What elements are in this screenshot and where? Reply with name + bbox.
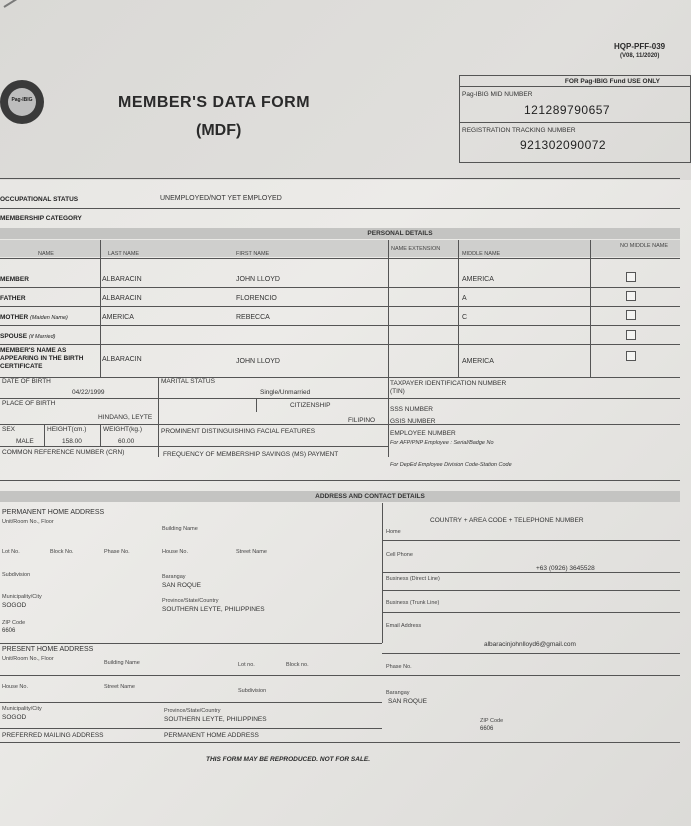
birthcert-first-name: JOHN LLOYD — [236, 358, 280, 365]
address-title: ADDRESS AND CONTACT DETAILS — [315, 493, 425, 500]
present-municipality-label: Municipality/City — [2, 706, 42, 712]
barangay-label: Barangay — [162, 574, 186, 580]
rtn-label: REGISTRATION TRACKING NUMBER — [462, 127, 576, 134]
member-middle-name: AMERICA — [462, 276, 494, 283]
mother-no-middle-checkbox[interactable] — [626, 310, 636, 320]
divider — [44, 424, 45, 446]
afp-pnp-label: For AFP/PNP Employee : Serial/Badge No — [390, 440, 494, 446]
present-municipality-value: SOGOD — [2, 714, 27, 721]
divider — [458, 240, 459, 377]
zip-value: 6606 — [2, 628, 16, 634]
col-first-name: FIRST NAME — [236, 251, 270, 257]
weight-label: WEIGHT(kg.) — [103, 426, 142, 433]
present-subdivision-label: Subdivision — [238, 688, 267, 694]
mailing-address-value: PERMANENT HOME ADDRESS — [164, 732, 259, 739]
zip-label: ZIP Code — [2, 620, 26, 626]
home-phone-label: Home — [386, 529, 401, 535]
footer-note: THIS FORM MAY BE REPRODUCED. NOT FOR SALE. — [206, 756, 371, 763]
mother-middle-name: C — [462, 314, 468, 321]
present-province-value: SOUTHERN LEYTE, PHILIPPINES — [164, 716, 267, 723]
occupational-status-value: UNEMPLOYED/NOT YET EMPLOYED — [160, 195, 282, 202]
row-label-birth-certificate: MEMBER'S NAME AS APPEARING IN THE BIRTH CERTIFICATE — [0, 347, 84, 370]
height-label: HEIGHT(cm.) — [47, 426, 87, 433]
form-version: (V08, 11/2020) — [620, 53, 660, 59]
father-last-name: ALBARACIN — [102, 295, 142, 302]
divider — [100, 424, 101, 446]
municipality-value: SOGOD — [2, 602, 27, 609]
divider — [0, 643, 382, 644]
weight-value: 60.00 — [118, 438, 135, 445]
divider — [0, 344, 680, 345]
house-label: House No. — [162, 549, 188, 555]
fund-use-box — [459, 75, 691, 163]
spouse-label: SPOUSE — [0, 333, 28, 340]
divider — [256, 398, 257, 412]
email-label: Email Address — [386, 623, 422, 629]
divider — [0, 742, 680, 743]
employee-number-label: EMPLOYEE NUMBER — [390, 430, 456, 437]
crn-label: COMMON REFERENCE NUMBER (CRN) — [2, 449, 125, 456]
present-phase-label: Phase No. — [386, 664, 412, 670]
divider — [0, 208, 680, 209]
row-label-father: FATHER — [0, 295, 26, 302]
divider — [388, 240, 389, 377]
row-label-member: MEMBER — [0, 276, 29, 283]
rtn-value: 921302090072 — [520, 138, 607, 152]
divider — [388, 398, 680, 399]
cell-phone-value: +63 (0926) 3645528 — [536, 565, 595, 572]
mother-label: MOTHER — [0, 314, 29, 321]
divider — [158, 377, 159, 457]
present-unit-label: Unit/Room No., Floor — [2, 656, 54, 662]
present-block-label: Block no. — [286, 662, 309, 668]
present-house-label: House No. — [2, 684, 28, 690]
father-middle-name: A — [462, 295, 467, 302]
cell-phone-label: Cell Phone — [386, 552, 413, 558]
divider — [382, 590, 680, 591]
divider — [590, 240, 591, 377]
business-trunk-label: Business (Trunk Line) — [386, 600, 440, 606]
dob-label: DATE OF BIRTH — [2, 378, 51, 385]
citizenship-label: CITIZENSHIP — [290, 402, 331, 409]
mother-first-name: REBECCA — [236, 314, 270, 321]
divider — [0, 377, 680, 378]
block-label: Block No. — [50, 549, 74, 555]
unit-label: Unit/Room No., Floor — [2, 519, 54, 525]
gsis-label: GSIS NUMBER — [390, 418, 436, 425]
sex-label: SEX — [2, 426, 16, 433]
deped-label: For DepEd Employee Division Code-Station Code — [390, 462, 512, 468]
pagibig-logo-icon — [0, 80, 44, 124]
present-barangay-value: SAN ROQUE — [388, 698, 428, 705]
col-no-middle-name: NO MIDDLE NAME — [620, 243, 668, 249]
marital-status-label: MARITAL STATUS — [161, 378, 215, 385]
birthcert-middle-name: AMERICA — [462, 358, 494, 365]
permanent-address-label: PERMANENT HOME ADDRESS — [2, 509, 105, 516]
name-columns-header — [0, 240, 680, 257]
col-name: NAME — [38, 251, 54, 257]
divider — [0, 287, 680, 288]
col-last-name: LAST NAME — [108, 251, 140, 257]
form-subtitle: (MDF) — [196, 122, 242, 139]
divider — [382, 653, 680, 654]
divider — [0, 258, 680, 259]
street-label: Street Name — [236, 549, 267, 555]
row-label-spouse — [0, 333, 56, 340]
divider — [382, 612, 680, 613]
sss-label: SSS NUMBER — [390, 406, 433, 413]
present-zip-value: 6606 — [480, 726, 494, 732]
citizenship-value: FILIPINO — [348, 417, 376, 424]
marital-status-value: Single/Unmarried — [260, 389, 311, 396]
mother-last-name: AMERICA — [102, 314, 134, 321]
spouse-label-note: (if Married) — [28, 334, 56, 340]
mailing-address-label: PREFERRED MAILING ADDRESS — [2, 732, 104, 739]
divider — [0, 178, 680, 179]
personal-details-header — [0, 228, 680, 239]
divider — [0, 325, 680, 326]
facial-features-label: PROMINENT DISTINGUISHING FACIAL FEATURES — [161, 428, 316, 435]
frequency-label: FREQUENCY OF MEMBERSHIP SAVINGS (MS) PAYMENT — [163, 451, 339, 458]
divider — [0, 675, 680, 676]
logo-text: Pag-IBIG — [8, 88, 36, 116]
idbox-divider — [460, 122, 691, 123]
form-title: MEMBER'S DATA FORM — [118, 94, 311, 111]
province-value: SOUTHERN LEYTE, PHILIPPINES — [162, 606, 265, 613]
membership-category-label: MEMBERSHIP CATEGORY — [0, 215, 82, 222]
divider — [0, 446, 388, 447]
present-barangay-label: Barangay — [386, 690, 410, 696]
barangay-value: SAN ROQUE — [162, 582, 202, 589]
present-province-label: Province/State/Country — [164, 708, 221, 714]
divider — [0, 480, 680, 481]
subdivision-label: Subdivision — [2, 572, 31, 578]
divider — [0, 306, 680, 307]
pob-label: PLACE OF BIRTH — [2, 400, 56, 407]
father-no-middle-checkbox[interactable] — [626, 291, 636, 301]
spouse-no-middle-checkbox[interactable] — [626, 330, 636, 340]
building-label: Building Name — [162, 526, 198, 532]
mother-label-note: (Maiden Name) — [29, 315, 68, 321]
height-value: 158.00 — [62, 438, 82, 445]
divider — [100, 240, 101, 377]
father-first-name: FLORENCIO — [236, 295, 277, 302]
sex-value: MALE — [16, 438, 34, 445]
lot-label: Lot No. — [2, 549, 20, 555]
present-lot-label: Lot no. — [238, 662, 255, 668]
birthcert-last-name: ALBARACIN — [102, 356, 142, 363]
divider — [382, 540, 680, 541]
business-direct-label: Business (Direct Line) — [386, 576, 440, 582]
present-zip-label: ZIP Code — [480, 718, 504, 724]
present-street-label: Street Name — [104, 684, 135, 690]
contact-header: COUNTRY + AREA CODE + TELEPHONE NUMBER — [430, 517, 584, 524]
divider — [382, 503, 383, 643]
member-no-middle-checkbox[interactable] — [626, 272, 636, 282]
member-first-name: JOHN LLOYD — [236, 276, 280, 283]
personal-details-title: PERSONAL DETAILS — [367, 230, 433, 237]
divider — [0, 728, 382, 729]
divider — [0, 424, 680, 425]
mid-value: 121289790657 — [524, 103, 611, 117]
divider — [0, 398, 388, 399]
phase-label: Phase No. — [104, 549, 130, 555]
present-address-label: PRESENT HOME ADDRESS — [2, 646, 94, 653]
occupational-status-label: OCCUPATIONAL STATUS — [0, 196, 79, 203]
fund-use-header: FOR Pag-IBIG Fund USE ONLY — [460, 76, 690, 87]
address-header — [0, 491, 680, 502]
present-building-label: Building Name — [104, 660, 140, 666]
member-last-name: ALBARACIN — [102, 276, 142, 283]
col-middle-name: MIDDLE NAME — [462, 251, 501, 257]
col-name-extension: NAME EXTENSION — [391, 246, 441, 252]
form-code: HQP-PFF-039 — [614, 42, 666, 51]
divider — [0, 702, 382, 703]
email-value: albaracinjohnlloyd6@gmail.com — [484, 641, 576, 648]
birthcert-no-middle-checkbox[interactable] — [626, 351, 636, 361]
tin-label: TAXPAYER IDENTIFICATION NUMBER (TIN) — [390, 380, 507, 395]
divider — [388, 377, 389, 457]
mid-label: Pag-IBIG MID NUMBER — [462, 91, 533, 98]
municipality-label: Municipality/City — [2, 594, 42, 600]
divider — [382, 572, 680, 573]
pob-value: HINDANG, LEYTE — [98, 414, 153, 421]
province-label: Province/State/Country — [162, 598, 219, 604]
dob-value: 04/22/1999 — [72, 389, 105, 396]
row-label-mother — [0, 314, 68, 321]
